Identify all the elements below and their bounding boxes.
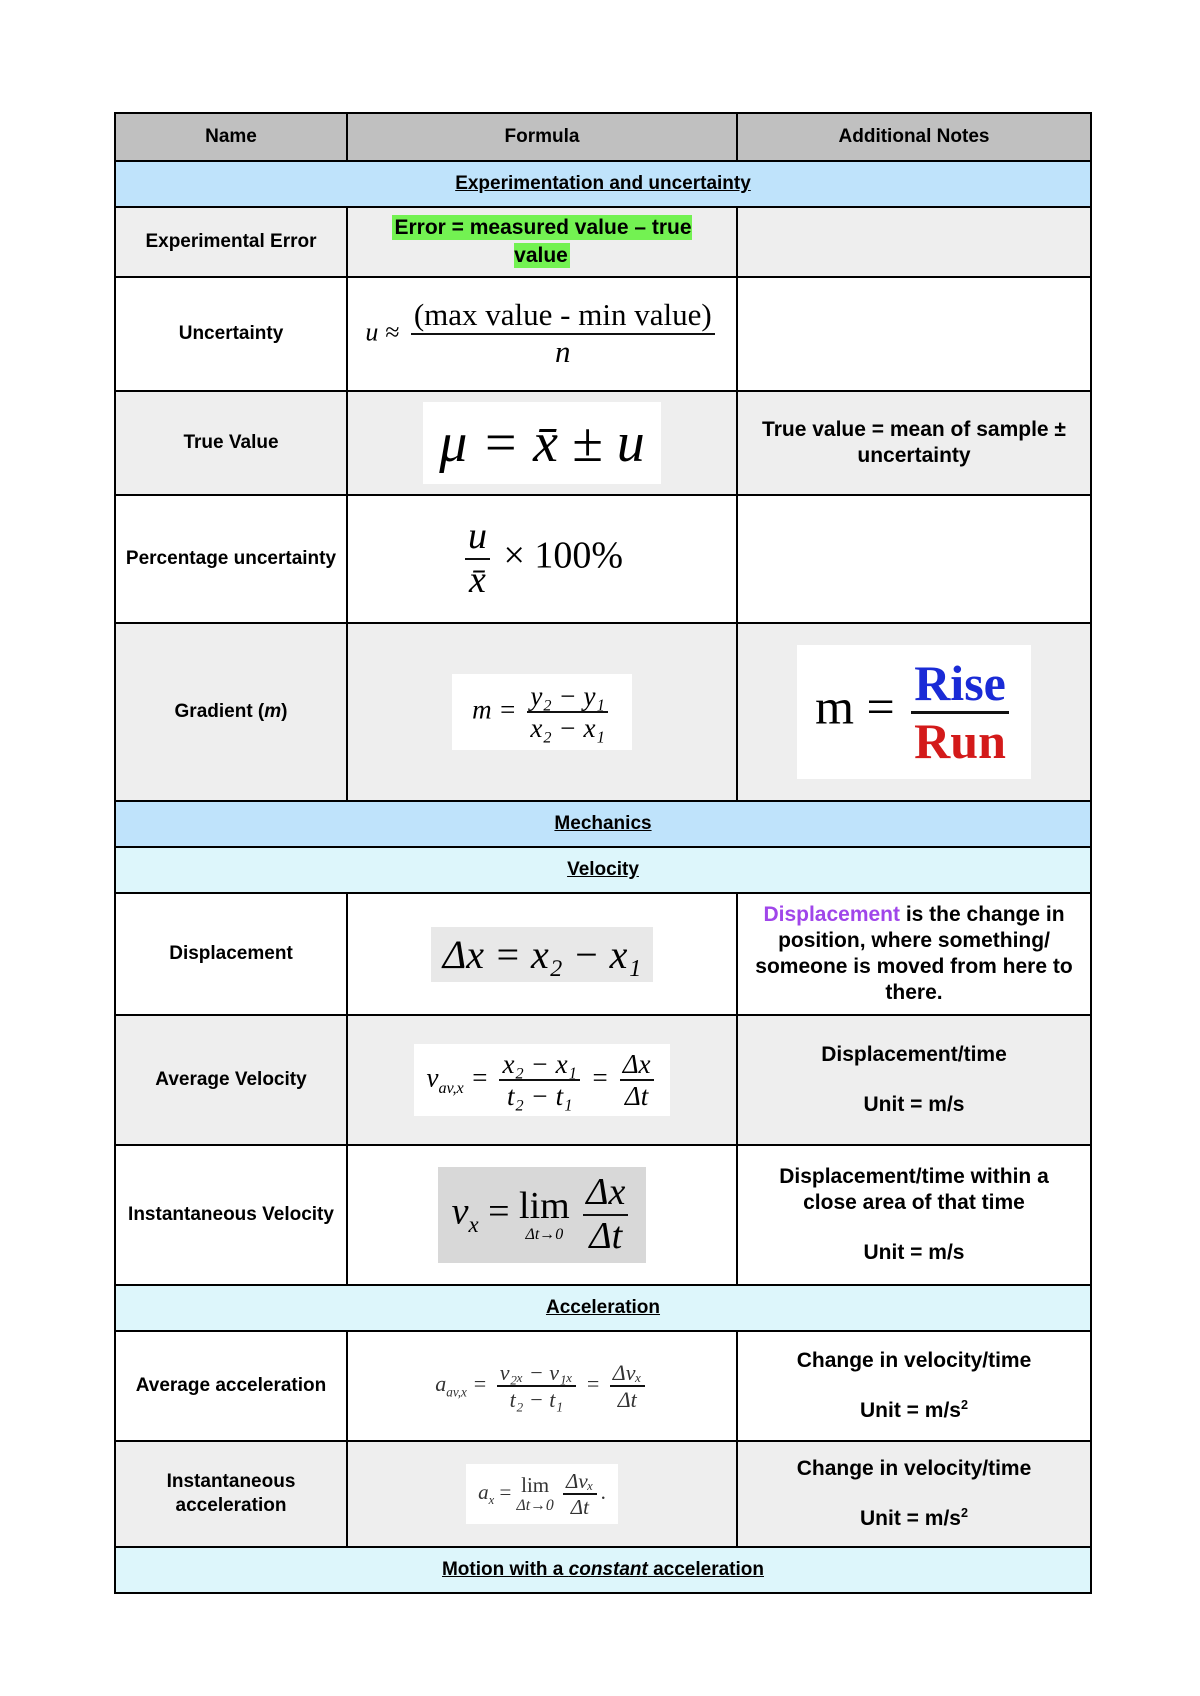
name-gradient (115, 623, 347, 801)
formula-gradient (452, 674, 632, 751)
row-displacement (115, 893, 1091, 1015)
avg-velocity-num-2: Δx (620, 1050, 654, 1081)
motion-post: acceleration (647, 1559, 764, 1580)
gradient-name-var: m (264, 701, 282, 723)
rise-over-run-image (797, 645, 1031, 779)
subsection-velocity: Velocity (115, 847, 1091, 893)
avg-velocity-note-line2: Unit = m/s (863, 1093, 965, 1116)
formula-cell (347, 893, 737, 1015)
name-average-velocity: Average Velocity (115, 1015, 347, 1145)
inst-accel-note-line2: Unit = m/s (860, 1507, 961, 1530)
note-instantaneous-velocity (737, 1145, 1091, 1285)
name-instantaneous-acceleration: Instantaneous acceleration (115, 1441, 347, 1547)
percentage-rest: × 100% (503, 534, 624, 577)
percentage-denominator: x̄ (469, 559, 486, 601)
inst-accel-fraction (563, 1470, 597, 1518)
inst-accel-note-line1: Change in velocity/time (796, 1456, 1032, 1480)
note-instantaneous-acceleration (737, 1441, 1091, 1547)
displacement-highlight: Displacement (763, 902, 900, 926)
name-average-acceleration: Average acceleration (115, 1331, 347, 1441)
formula-table (114, 112, 1092, 1594)
formula-cell (347, 391, 737, 495)
note-displacement (737, 893, 1091, 1015)
formula-experimental-error: Error = measured value – true value (394, 215, 692, 267)
rise-run-lhs: m = (815, 678, 895, 735)
gradient-numerator: y₂ − y₁ (527, 682, 607, 713)
name-true-value: True Value (115, 391, 347, 495)
avg-accel-note-line2: Unit = m/s (860, 1399, 961, 1422)
gradient-lhs: m = (472, 694, 517, 725)
equals-sign: = (499, 1479, 512, 1504)
inst-accel-note-line2-wrap (744, 1506, 1084, 1532)
equals-sign: = (472, 1371, 488, 1397)
row-instantaneous-velocity (115, 1145, 1091, 1285)
lim-text: lim (519, 1185, 570, 1228)
avg-accel-num-1: v₂ₓ − v₁ₓ (497, 1361, 576, 1387)
note-average-velocity (737, 1015, 1091, 1145)
formula-cell (347, 1441, 737, 1547)
subsection-acceleration: Acceleration (115, 1285, 1091, 1331)
equals-sign: = (470, 1062, 489, 1093)
formula-cell (347, 1145, 737, 1285)
formula-percentage-uncertainty (347, 495, 737, 623)
formula-cell (347, 1015, 737, 1145)
avg-velocity-num-1: x₂ − x₁ (499, 1050, 579, 1081)
percentage-numerator: u (465, 517, 490, 560)
avg-accel-den-2: Δt (617, 1387, 637, 1412)
section-experimentation: Experimentation and uncertainty (115, 161, 1091, 207)
formula-displacement: Δx = x₂ − x₁ (431, 927, 654, 982)
inst-velocity-lhs-sub: x (468, 1212, 479, 1238)
row-true-value (115, 391, 1091, 495)
avg-accel-note-sup: 2 (960, 1398, 968, 1412)
note-cell-empty (737, 207, 1091, 277)
inst-velocity-den: Δt (589, 1215, 623, 1257)
avg-velocity-fraction-2 (620, 1050, 654, 1111)
avg-accel-lhs-sub: av,x (446, 1384, 467, 1400)
formula-instantaneous-acceleration: $a_x$ = lim Δt→0 $\frac{\text{Δvₓ}}{\Delta t}$ . (466, 1464, 618, 1524)
avg-accel-fraction-1 (497, 1361, 576, 1411)
avg-accel-den-1: t₂ − t₁ (509, 1387, 564, 1412)
section-row (115, 161, 1091, 207)
formula-instantaneous-velocity (438, 1167, 647, 1263)
inst-velocity-fraction (583, 1173, 628, 1257)
avg-accel-num-2: Δvₓ (610, 1361, 645, 1387)
subsection-constant-acceleration (115, 1547, 1091, 1593)
avg-velocity-den-1: t₂ − t₁ (506, 1081, 573, 1111)
name-instantaneous-velocity: Instantaneous Velocity (115, 1145, 347, 1285)
formula-average-velocity (414, 1044, 669, 1117)
name-percentage-uncertainty: Percentage uncertainty (115, 495, 347, 623)
row-average-acceleration (115, 1331, 1091, 1441)
uncertainty-numerator: (max value - min value) (411, 299, 715, 335)
avg-accel-lhs: a (435, 1371, 447, 1397)
note-cell-gradient (737, 623, 1091, 801)
rise-text: Rise (911, 657, 1009, 714)
inst-accel-lhs: a (478, 1479, 489, 1504)
note-true-value: True value = mean of sample ± uncertainty (737, 391, 1091, 495)
row-experimental-error (115, 207, 1091, 277)
avg-accel-note-line1: Change in velocity/time (796, 1348, 1032, 1372)
equals-sign: = (590, 1062, 609, 1093)
subsection-row (115, 847, 1091, 893)
row-gradient (115, 623, 1091, 801)
avg-velocity-fraction-1 (499, 1050, 579, 1111)
inst-accel-num: Δvₓ (563, 1470, 597, 1495)
gradient-denominator: x₂ − x₁ (530, 713, 605, 743)
avg-velocity-note-line1: Displacement/time (821, 1042, 1007, 1066)
lim-subscript: Δt→0 (525, 1226, 564, 1244)
row-uncertainty (115, 277, 1091, 391)
row-percentage-uncertainty (115, 495, 1091, 623)
inst-velocity-note-line1: Displacement/time within a close area of that time (779, 1164, 1049, 1214)
gradient-name-close: ) (281, 701, 288, 723)
percentage-fraction (465, 517, 490, 601)
row-average-velocity (115, 1015, 1091, 1145)
inst-accel-note-sup: 2 (960, 1506, 968, 1520)
inst-velocity-num: Δx (583, 1173, 628, 1216)
header-formula: Formula (347, 113, 737, 161)
formula-true-value: μ = x̄ ± u (423, 402, 661, 484)
avg-velocity-den-2: Δt (624, 1081, 649, 1111)
row-instantaneous-acceleration (115, 1441, 1091, 1547)
formula-average-acceleration (347, 1331, 737, 1441)
name-uncertainty: Uncertainty (115, 277, 347, 391)
rise-run-fraction (911, 657, 1009, 767)
name-experimental-error: Experimental Error (115, 207, 347, 277)
inst-accel-lim (516, 1472, 554, 1514)
equals-sign: = (585, 1371, 601, 1397)
equals-sign: = (488, 1190, 510, 1233)
note-average-acceleration (737, 1331, 1091, 1441)
motion-pre: Motion with a (441, 1559, 569, 1580)
name-displacement: Displacement (115, 893, 347, 1015)
subsection-row (115, 1285, 1091, 1331)
formula-uncertainty (347, 277, 737, 391)
subsection-row (115, 1547, 1091, 1593)
uncertainty-lhs: u ≈ (365, 318, 400, 348)
header-row (115, 113, 1091, 161)
inst-accel-lhs-sub: x (488, 1493, 495, 1507)
section-mechanics: Mechanics (115, 801, 1091, 847)
uncertainty-fraction (411, 299, 715, 368)
avg-accel-fraction-2 (610, 1361, 645, 1411)
header-notes: Additional Notes (737, 113, 1091, 161)
header-name: Name (115, 113, 347, 161)
note-cell-empty (737, 277, 1091, 391)
lim-text: lim (521, 1472, 550, 1497)
inst-velocity-lim (519, 1187, 570, 1243)
motion-em: constant (568, 1559, 648, 1580)
formula-cell (347, 623, 737, 801)
run-text: Run (914, 712, 1006, 769)
uncertainty-denominator: n (555, 334, 571, 369)
inst-accel-den: Δt (570, 1495, 589, 1519)
inst-velocity-lhs: v (451, 1190, 469, 1233)
lim-subscript: Δt→0 (516, 1496, 554, 1514)
gradient-name-text: Gradient ( (174, 701, 265, 723)
formula-cell (347, 207, 737, 277)
displacement-note-rest: is the change in position, where something/ someone is moved from here to there. (755, 902, 1073, 1005)
avg-velocity-lhs: v (426, 1062, 439, 1093)
avg-velocity-lhs-sub: av,x (438, 1078, 464, 1097)
gradient-fraction (527, 682, 607, 743)
avg-accel-note-line2-wrap (744, 1398, 1084, 1424)
note-cell-empty (737, 495, 1091, 623)
inst-velocity-note-line2: Unit = m/s (863, 1241, 965, 1265)
section-row (115, 801, 1091, 847)
